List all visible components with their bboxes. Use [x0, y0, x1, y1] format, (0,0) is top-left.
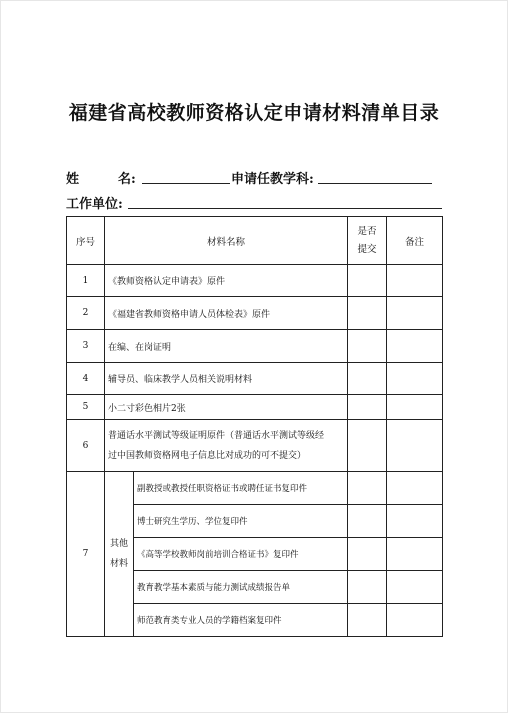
submitted-cell[interactable] — [348, 472, 387, 505]
other-material-item: 教育教学基本素质与能力测试成绩报告单 — [134, 571, 348, 604]
name-field[interactable] — [142, 183, 230, 184]
table-row — [67, 265, 443, 297]
table-row — [67, 472, 443, 505]
row-index: 1 — [67, 265, 105, 297]
other-label-line1: 其他 — [109, 539, 128, 549]
row-index: 5 — [67, 395, 105, 420]
header-submitted-line1: 是否 — [357, 225, 377, 237]
remark-cell[interactable] — [387, 571, 443, 604]
other-material-item: 副教授或教授任职资格证书或聘任证书复印件 — [134, 472, 348, 505]
submitted-cell[interactable] — [348, 330, 387, 363]
row-material: 小二寸彩色相片2张 — [105, 395, 348, 420]
row-index: 3 — [67, 330, 105, 363]
header-remark: 备注 — [387, 217, 443, 265]
other-material-item: 博士研究生学历、学位复印件 — [134, 505, 348, 538]
other-material-item: 《高等学校教师岗前培训合格证书》复印件 — [134, 538, 348, 571]
header-material: 材料名称 — [105, 217, 348, 265]
submitted-cell[interactable] — [348, 265, 387, 297]
submitted-cell[interactable] — [348, 505, 387, 538]
submitted-cell[interactable] — [348, 420, 387, 472]
other-material-item: 师范教育类专业人员的学籍档案复印件 — [134, 604, 348, 637]
table-header-row — [67, 217, 443, 265]
submitted-cell[interactable] — [348, 604, 387, 637]
remark-cell[interactable] — [387, 604, 443, 637]
submitted-cell[interactable] — [348, 395, 387, 420]
row-index: 4 — [67, 363, 105, 395]
table-row — [67, 363, 443, 395]
submitted-cell[interactable] — [348, 571, 387, 604]
row-index: 6 — [67, 420, 105, 472]
materials-table — [66, 216, 443, 637]
row-material-line2: 过中国教师资格网电子信息比对成功的可不提交） — [108, 450, 307, 461]
other-label-line2: 材料 — [109, 559, 128, 569]
row-material: 《福建省教师资格申请人员体检表》原件 — [105, 297, 348, 330]
remark-cell[interactable] — [387, 395, 443, 420]
table-row — [67, 330, 443, 363]
unit-field[interactable] — [128, 208, 442, 209]
row-material: 在编、在岗证明 — [105, 330, 348, 363]
row-index: 7 — [67, 472, 105, 637]
remark-cell[interactable] — [387, 472, 443, 505]
submitted-cell[interactable] — [348, 538, 387, 571]
remark-cell[interactable] — [387, 297, 443, 330]
header-submitted-line2: 提交 — [357, 243, 377, 255]
remark-cell[interactable] — [387, 538, 443, 571]
subject-label: 申请任教学科: — [231, 172, 314, 187]
table-row — [67, 395, 443, 420]
page-title: 福建省高校教师资格认定申请材料清单目录 — [68, 102, 440, 124]
remark-cell[interactable] — [387, 363, 443, 395]
header-submitted — [348, 217, 387, 265]
row-index: 2 — [67, 297, 105, 330]
table-row — [67, 297, 443, 330]
other-materials-label — [105, 472, 134, 637]
remark-cell[interactable] — [387, 330, 443, 363]
name-label: 姓 名: — [66, 172, 136, 187]
subject-field[interactable] — [318, 183, 432, 184]
header-index: 序号 — [67, 217, 105, 265]
table-row — [67, 420, 443, 472]
submitted-cell[interactable] — [348, 363, 387, 395]
remark-cell[interactable] — [387, 505, 443, 538]
unit-label: 工作单位: — [66, 197, 123, 212]
remark-cell[interactable] — [387, 265, 443, 297]
remark-cell[interactable] — [387, 420, 443, 472]
submitted-cell[interactable] — [348, 297, 387, 330]
row-material: 辅导员、临床教学人员相关说明材料 — [105, 363, 348, 395]
row-material-line1: 普通话水平测试等级证明原件（普通话水平测试等级经 — [108, 430, 325, 441]
row-material: 《教师资格认定申请表》原件 — [105, 265, 348, 297]
row-material — [105, 420, 348, 472]
